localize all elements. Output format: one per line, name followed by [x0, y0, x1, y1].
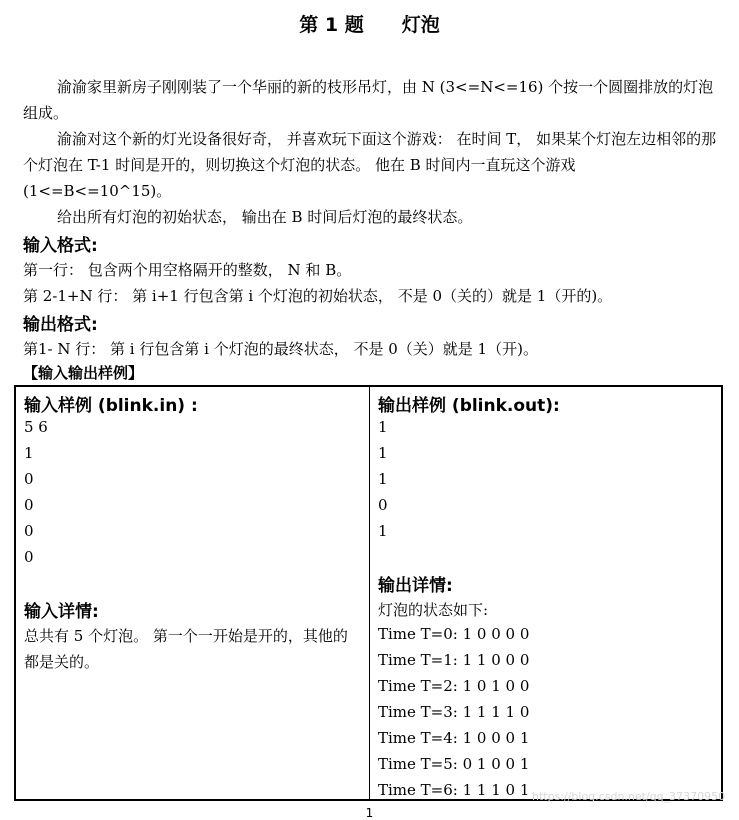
sample-input-line: 0 — [24, 548, 34, 566]
input-format-line-1: 第一行： 包含两个用空格隔开的整数， N 和 B。 — [23, 261, 352, 279]
output-detail-line: Time T=0: 1 0 0 0 0 — [378, 625, 530, 643]
sample-section-title: 【输入输出样例】 — [23, 364, 144, 382]
description-paragraph-3: 给出所有灯泡的初始状态， 输出在 B 时间后灯泡的最终状态。 — [57, 208, 473, 226]
output-detail-heading: 输出详情: — [378, 576, 453, 596]
sample-input-line: 1 — [24, 444, 34, 462]
sample-input-line: 0 — [24, 496, 34, 514]
sample-output-line: 1 — [378, 522, 388, 540]
problem-title — [0, 10, 739, 37]
output-detail-line: Time T=4: 1 0 0 0 1 — [378, 729, 530, 747]
description-paragraph-2: 渝渝对这个新的灯光设备很好奇， 并喜欢玩下面这个游戏： 在时间 T， 如果某个灯泡左边相邻的那个灯泡在 T-1 时间是开的，则切换这个灯泡的状态。 他在 B 时间内一直玩这个游戏 (1<=B<=10^15)。 — [23, 130, 717, 200]
input-detail-heading: 输入详情: — [24, 602, 99, 622]
problem-number: 第 1 题 — [299, 14, 364, 36]
sample-input-line: 5 6 — [24, 418, 48, 436]
output-detail-line: Time T=5: 0 1 0 0 1 — [378, 755, 530, 773]
sample-output-line: 1 — [378, 418, 388, 436]
column-divider — [369, 387, 370, 799]
sample-output-heading: 输出样例 (blink.out): — [378, 396, 560, 416]
sample-input-line: 0 — [24, 522, 34, 540]
page-number: 1 — [365, 806, 374, 820]
output-format-heading: 输出格式: — [23, 315, 98, 335]
input-detail-text: 总共有 5 个灯泡。 第一个一开始是开的，其他的都是关的。 — [24, 627, 348, 671]
description-paragraph-1: 渝渝家里新房子刚刚装了一个华丽的新的枝形吊灯，由 N (3<=N<=16) 个按一个圆圈排放的灯泡组成。 — [23, 78, 714, 122]
input-format-line-2: 第 2-1+N 行： 第 i+1 行包含第 i 个灯泡的初始状态， 不是 0（关的）就是 1（开的)。 — [23, 287, 613, 305]
problem-name: 灯泡 — [401, 14, 440, 36]
watermark: https://blog.csdn.net/qq_37370950 — [532, 790, 726, 803]
sample-table — [14, 385, 726, 803]
output-detail-line: Time T=2: 1 0 1 0 0 — [378, 677, 530, 695]
output-detail-intro: 灯泡的状态如下: — [378, 601, 489, 619]
sample-input-line: 0 — [24, 470, 34, 488]
output-detail-line: Time T=1: 1 1 0 0 0 — [378, 651, 530, 669]
output-format-line-1: 第1- N 行： 第 i 行包含第 i 个灯泡的最终状态， 不是 0（关）就是 1（开)。 — [23, 340, 538, 358]
input-format-heading: 输入格式: — [23, 236, 98, 256]
sample-output-line: 0 — [378, 496, 388, 514]
output-detail-line: Time T=3: 1 1 1 1 0 — [378, 703, 530, 721]
sample-input-heading: 输入样例 (blink.in) : — [24, 396, 198, 416]
output-detail-line: Time T=6: 1 1 1 0 1 — [378, 781, 530, 799]
sample-output-line: 1 — [378, 444, 388, 462]
sample-output-line: 1 — [378, 470, 388, 488]
